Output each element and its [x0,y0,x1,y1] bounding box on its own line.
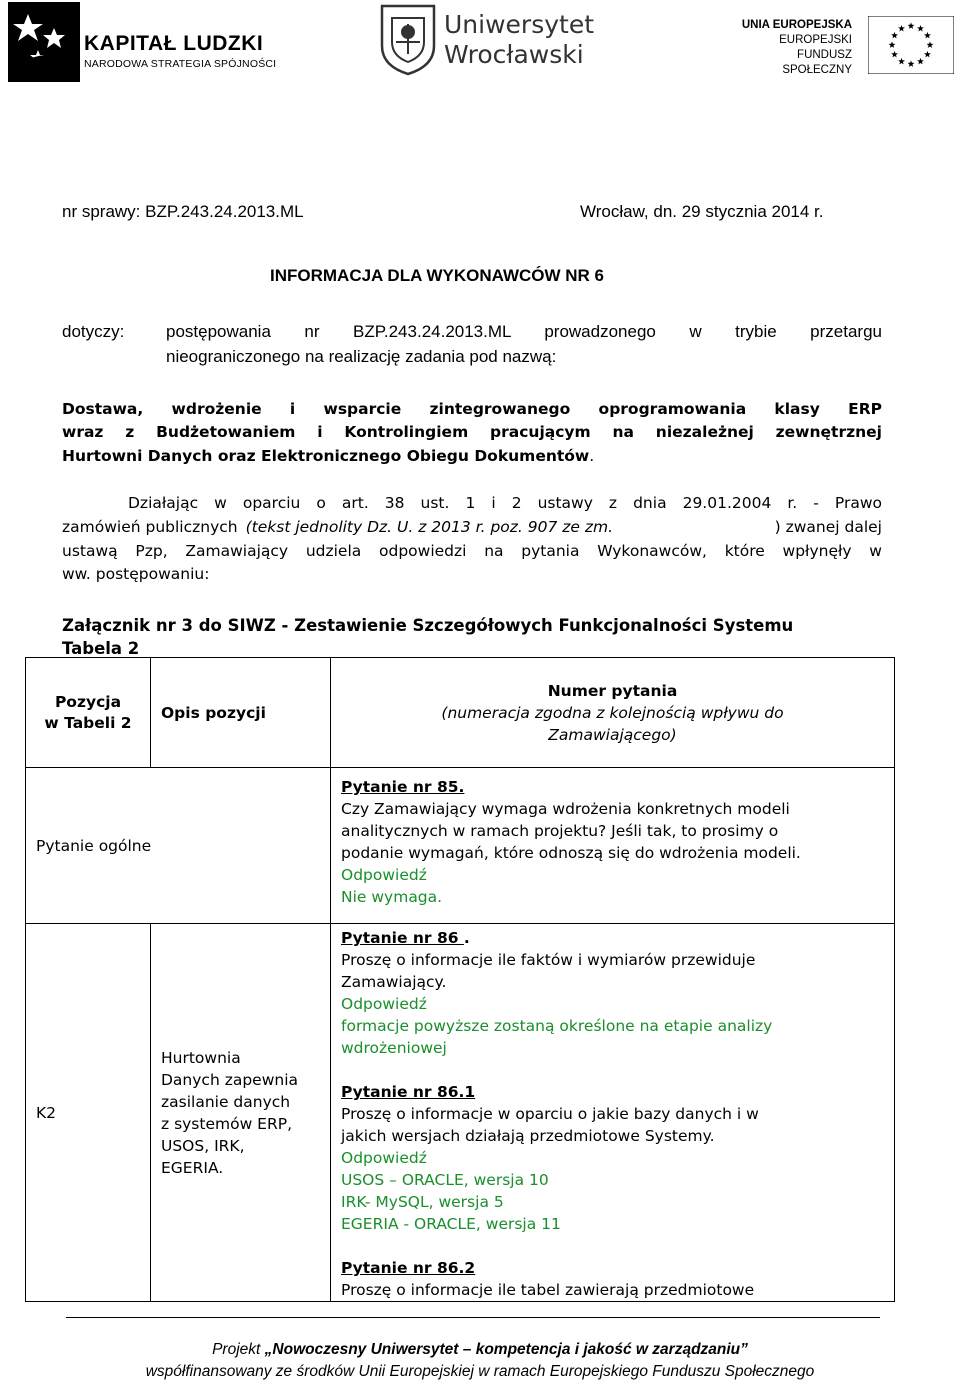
case-number: nr sprawy: BZP.243.24.2013.ML [62,202,304,221]
footer-divider [66,1317,880,1318]
logo-kl-line1: KAPITAŁ LUDZKI [84,32,264,55]
row2-description: Hurtownia Danych zapewnia zasilanie danych z systemów ERP, USOS, IRK, EGERIA. [151,924,331,1302]
logo-unia-europejska [728,12,958,82]
footer-line2: współfinansowany ze środków Unii Europejskiej w ramach Europejskiego Funduszu Społecznego [145,1363,815,1380]
row2-position: K2 [26,924,151,1302]
eu-flag-icon [868,16,954,74]
logo-ue-line1: UNIA EUROPEJSKA [741,19,852,31]
university-crest-icon [378,2,438,76]
basis-line2b: (tekst jednolity Dz. U. z 2013 r. poz. 907 ze zm. [245,518,614,536]
questions-table [25,657,895,1302]
row1-position: Pytanie ogólne [26,768,331,924]
basis-line2c: ) zwanej dalej [774,518,882,536]
basis-line4: ww. postępowaniu: [62,565,210,583]
subject-end: . [589,447,595,465]
subject-line1: Dostawa, wdrożenie i wsparcie zintegrowanego oprogramowania klasy ERP [62,400,882,418]
subject-line2: wraz z Budżetowaniem i Kontrolingiem pracującym na niezależnej zewnętrznej [62,423,882,441]
logo-uni-line2: Wrocławski [444,40,584,69]
kapital-ludzki-emblem-icon [8,2,80,82]
regarding-label: dotyczy: [62,322,125,341]
annex-table-name: Tabela 2 [62,639,140,658]
footer-line1: Projekt „Nowoczesny Uniwersytet – kompetencja i jakość w zarządzaniu” [212,1341,748,1358]
regarding-line1: postępowania nr BZP.243.24.2013.ML prowadzonego w trybie przetargu [166,322,882,341]
header-position: Pozycja w Tabeli 2 [26,658,151,768]
table-header-row [26,658,895,768]
table-row [26,924,895,1302]
row1-question: Pytanie nr 85. Czy Zamawiający wymaga wdrożenia konkretnych modeli analitycznych w ramach projektu? Jeśli tak, to prosimy o podanie wymagań, które odnoszą się do wdrożenia modeli. Odpowiedź Nie wymaga. [331,768,895,924]
regarding-line2: nieograniczonego na realizację zadania pod nazwą: [166,347,557,366]
basis-line3: ustawą Pzp, Zamawiający udziela odpowiedzi na pytania Wykonawców, które wpłynęły w [62,542,882,560]
logo-ue-line2: EUROPEJSKI [779,34,852,46]
header-question-number: Numer pytania (numeracja zgodna z kolejnością wpływu do Zamawiającego) [331,658,895,768]
logo-ue-line3: FUNDUSZ SPOŁECZNY [782,49,852,76]
annex-title: Załącznik nr 3 do SIWZ - Zestawienie Szczegółowych Funkcjonalności Systemu [62,616,794,635]
logo-kapital-ludzki [8,2,278,82]
row2-questions: Pytanie nr 86 . Proszę o informacje ile faktów i wymiarów przewiduje Zamawiający. Odpowiedź formacje powyższe zostaną określone na etapie analizy wdrożeniowej Pytanie nr 86.1 Proszę o informacje w oparciu o jakie bazy danych i w jakich wersjach działają przedmiotowe Systemy. Odpowiedź USOS – ORACLE, wersja 10 IRK- MySQL, wersja 5 EGERIA - ORACLE, wersja 11 Pytanie nr 86.2 Proszę o informacje ile tabel zawierają przedmiotowe [331,924,895,1302]
place-date: Wrocław, dn. 29 stycznia 2014 r. [580,202,824,221]
logo-kl-line2: NARODOWA STRATEGIA SPÓJNOŚCI [84,58,277,70]
table-row [26,768,895,924]
header-description: Opis pozycji [151,658,331,768]
subject-line3: Hurtowni Danych oraz Elektronicznego Obiegu Dokumentów [62,447,590,465]
logo-uni-line1: Uniwersytet [444,10,594,39]
basis-line1: Działając w oparciu o art. 38 ust. 1 i 2 ustawy z dnia 29.01.2004 r. - Prawo [128,494,882,512]
logo-uniwersytet-wroclawski [378,0,598,80]
basis-line2a: zamówień publicznych [62,518,238,536]
document-title: INFORMACJA DLA WYKONAWCÓW NR 6 [270,266,604,285]
